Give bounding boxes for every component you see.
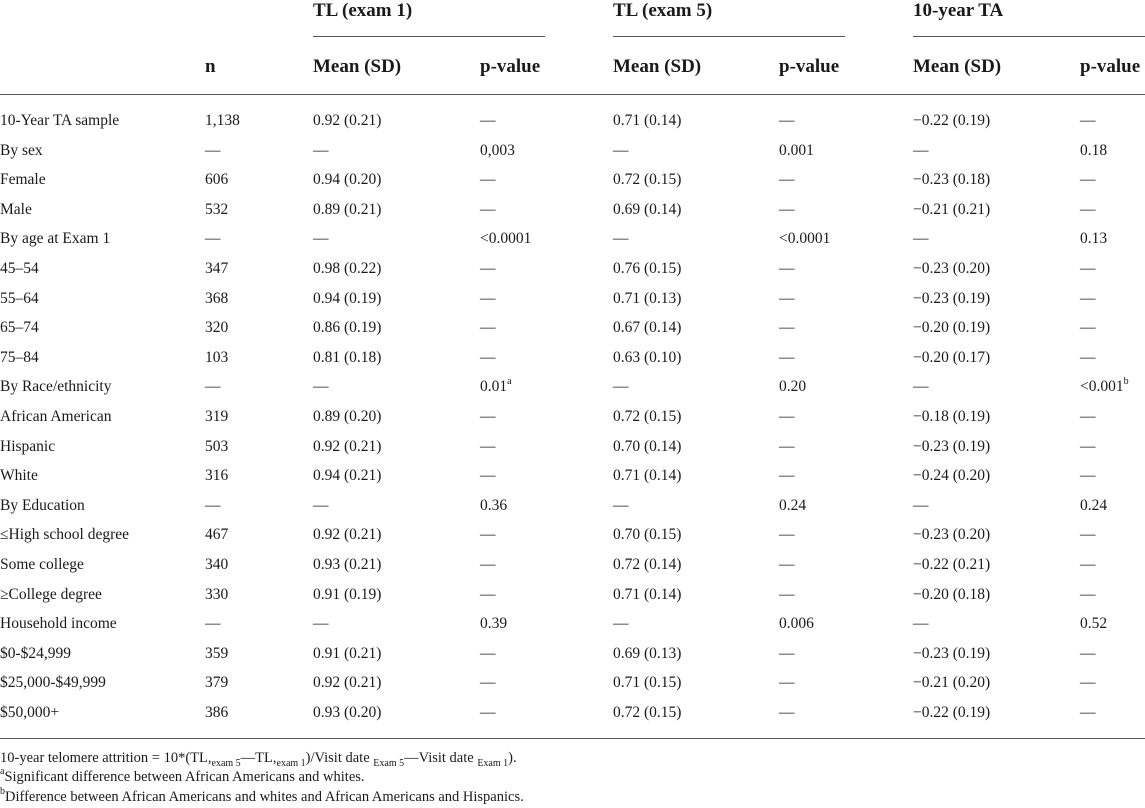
- ta-pvalue: —: [1080, 467, 1096, 485]
- exam5-pvalue: —: [779, 408, 795, 425]
- exam5-mean-sd: 0.69 (0.13): [613, 644, 682, 662]
- group3-underline: [913, 36, 1145, 37]
- header-n: n: [205, 56, 216, 77]
- row-label: By Race/ethnicity: [0, 378, 112, 396]
- n-value: 340: [205, 556, 229, 573]
- exam1-mean-sd: 0.94 (0.20): [313, 171, 382, 189]
- exam1-pvalue: —: [480, 112, 496, 129]
- exam1-pvalue: —: [480, 348, 496, 366]
- header-rule: [0, 94, 1145, 95]
- ta-pvalue: —: [1080, 112, 1096, 129]
- n-value: —: [205, 378, 221, 396]
- n-value: 606: [205, 171, 229, 189]
- n-value: 379: [205, 674, 229, 692]
- n-value: 467: [205, 526, 229, 544]
- exam5-mean-sd: —: [613, 378, 629, 396]
- ta-pvalue: 0.18: [1080, 141, 1108, 159]
- row-label: 65–74: [0, 319, 39, 337]
- row-label: White: [0, 467, 38, 485]
- exam5-mean-sd: 0.63 (0.10): [613, 348, 682, 366]
- exam5-pvalue: —: [779, 319, 795, 337]
- row-label: By Education: [0, 496, 85, 514]
- ta-mean-sd: −0.20 (0.18): [913, 585, 991, 603]
- exam1-mean-sd: 0.92 (0.21): [313, 526, 382, 544]
- ta-pvalue: —: [1080, 348, 1096, 366]
- ta-mean-sd: −0.23 (0.19): [913, 289, 991, 307]
- header-pvalue-5: p-value: [779, 56, 840, 77]
- exam5-pvalue: —: [779, 112, 795, 129]
- exam5-pvalue: —: [779, 556, 795, 573]
- header-mean-sd-1: Mean (SD): [313, 56, 402, 77]
- row-label: African American: [0, 408, 112, 425]
- n-value: 532: [205, 200, 229, 218]
- group1-underline: [313, 36, 545, 37]
- footnote-marker: a: [507, 376, 512, 388]
- header-pvalue-ta: p-value: [1080, 56, 1141, 77]
- row-label: 10-Year TA sample: [0, 112, 120, 129]
- ta-pvalue: —: [1080, 319, 1096, 337]
- n-value: 347: [205, 260, 229, 277]
- bottom-rule: [0, 738, 1145, 739]
- exam5-mean-sd: 0.70 (0.14): [613, 437, 682, 455]
- ta-pvalue: —: [1080, 171, 1096, 189]
- header-mean-sd-ta: Mean (SD): [913, 56, 1002, 77]
- ta-mean-sd: —: [913, 141, 929, 159]
- exam5-mean-sd: 0.71 (0.15): [613, 674, 682, 692]
- exam1-mean-sd: 0.86 (0.19): [313, 319, 382, 337]
- ta-mean-sd: —: [913, 496, 929, 514]
- ta-pvalue: 0.52: [1080, 615, 1108, 633]
- n-value: 1,138: [205, 112, 240, 129]
- ta-mean-sd: −0.23 (0.20): [913, 260, 991, 277]
- exam1-pvalue: —: [480, 319, 496, 337]
- exam1-pvalue: 0.36: [480, 496, 508, 514]
- ta-mean-sd: −0.22 (0.19): [913, 704, 991, 721]
- n-value: 316: [205, 467, 229, 485]
- n-value: 503: [205, 437, 229, 455]
- exam5-pvalue: —: [779, 467, 795, 485]
- header-mean-sd-5: Mean (SD): [613, 56, 702, 77]
- ta-mean-sd: −0.20 (0.17): [913, 348, 991, 366]
- row-label: By sex: [0, 141, 43, 159]
- exam1-mean-sd: —: [313, 230, 329, 248]
- header-tl-exam5: TL (exam 5): [613, 0, 713, 21]
- ta-pvalue: —: [1080, 704, 1096, 721]
- exam5-pvalue: 0.006: [779, 615, 814, 633]
- exam5-mean-sd: —: [613, 496, 629, 514]
- ta-mean-sd: −0.21 (0.21): [913, 200, 991, 218]
- footnote-b: $^b$Difference between African Americans and whites and African Americans and Hispanics.: [0, 786, 524, 805]
- exam1-mean-sd: 0.92 (0.21): [313, 112, 382, 129]
- row-label: 45–54: [0, 260, 39, 277]
- n-value: —: [205, 496, 221, 514]
- ta-mean-sd: −0.23 (0.19): [913, 437, 991, 455]
- ta-mean-sd: —: [913, 615, 929, 633]
- exam5-mean-sd: —: [613, 141, 629, 159]
- exam1-mean-sd: —: [313, 615, 329, 633]
- ta-pvalue: —: [1080, 289, 1096, 307]
- group2-underline: [613, 36, 845, 37]
- exam1-mean-sd: 0.98 (0.22): [313, 260, 382, 277]
- ta-mean-sd: −0.23 (0.20): [913, 526, 991, 544]
- row-label: ≥College degree: [0, 585, 102, 603]
- ta-pvalue: —: [1080, 200, 1096, 218]
- ta-pvalue: —: [1080, 585, 1096, 603]
- n-value: 319: [205, 408, 229, 425]
- row-label: Hispanic: [0, 437, 56, 455]
- exam5-mean-sd: 0.72 (0.15): [613, 171, 682, 189]
- row-label: Female: [0, 171, 46, 189]
- exam1-pvalue: —: [480, 704, 496, 721]
- exam5-pvalue: —: [779, 437, 795, 455]
- footnote-formula: 10-year telomere attrition = $10*(TL,_{exam 5}—TL,_{exam 1})$/Visit date $_{Exam 5}$—Visit date $_{Exam 1}$).: [0, 750, 517, 769]
- exam1-mean-sd: 0.94 (0.19): [313, 289, 382, 307]
- row-label: $0-$24,999: [0, 644, 72, 662]
- exam5-mean-sd: 0.72 (0.15): [613, 704, 682, 721]
- exam1-pvalue: 0.39: [480, 615, 508, 633]
- exam1-mean-sd: —: [313, 378, 329, 396]
- exam5-mean-sd: 0.72 (0.15): [613, 408, 682, 425]
- exam1-mean-sd: 0.89 (0.20): [313, 408, 382, 425]
- ta-pvalue: 0.24: [1080, 496, 1108, 514]
- ta-pvalue: —: [1080, 556, 1096, 573]
- n-value: 386: [205, 704, 229, 721]
- exam5-pvalue: —: [779, 171, 795, 189]
- ta-pvalue: —: [1080, 526, 1096, 544]
- row-label: $25,000-$49,999: [0, 674, 106, 692]
- row-label: Household income: [0, 615, 117, 633]
- row-label: 55–64: [0, 289, 39, 307]
- header-tl-exam1: TL (exam 1): [313, 0, 413, 21]
- n-value: 359: [205, 644, 229, 662]
- exam1-mean-sd: 0.92 (0.21): [313, 437, 382, 455]
- exam1-pvalue: 0,003: [480, 141, 515, 159]
- exam5-pvalue: <0.0001: [779, 230, 831, 248]
- exam5-mean-sd: 0.71 (0.14): [613, 467, 682, 485]
- ta-pvalue: —: [1080, 260, 1096, 277]
- exam1-pvalue: <0.0001: [480, 230, 532, 248]
- exam5-pvalue: —: [779, 674, 795, 692]
- exam1-pvalue: —: [480, 674, 496, 692]
- n-value: 330: [205, 585, 229, 603]
- exam5-pvalue: 0.20: [779, 378, 807, 396]
- ta-mean-sd: —: [913, 230, 929, 248]
- exam1-mean-sd: —: [313, 141, 329, 159]
- footnote-marker: b: [1123, 376, 1129, 388]
- exam5-mean-sd: 0.72 (0.14): [613, 556, 682, 573]
- ta-pvalue: —: [1080, 644, 1096, 662]
- exam5-pvalue: —: [779, 704, 795, 721]
- ta-mean-sd: −0.22 (0.21): [913, 556, 991, 573]
- exam5-mean-sd: —: [613, 230, 629, 248]
- exam5-mean-sd: 0.71 (0.13): [613, 289, 682, 307]
- n-value: 368: [205, 289, 229, 307]
- exam1-mean-sd: 0.91 (0.21): [313, 644, 382, 662]
- row-label: $50,000+: [0, 704, 60, 721]
- exam1-mean-sd: 0.91 (0.19): [313, 585, 382, 603]
- exam1-pvalue: —: [480, 526, 496, 544]
- exam5-pvalue: —: [779, 200, 795, 218]
- exam5-pvalue: —: [779, 526, 795, 544]
- ta-mean-sd: −0.22 (0.19): [913, 112, 991, 129]
- exam1-pvalue: —: [480, 556, 496, 573]
- header-pvalue-1: p-value: [480, 56, 541, 77]
- ta-mean-sd: −0.18 (0.19): [913, 408, 991, 425]
- exam1-pvalue: —: [480, 467, 496, 485]
- exam5-mean-sd: 0.71 (0.14): [613, 112, 682, 129]
- exam1-pvalue: —: [480, 200, 496, 218]
- ta-pvalue: —: [1080, 674, 1096, 692]
- row-label: ≤High school degree: [0, 526, 130, 544]
- exam1-mean-sd: 0.93 (0.20): [313, 704, 382, 721]
- ta-pvalue: 0.13: [1080, 230, 1108, 248]
- exam5-pvalue: 0.001: [779, 141, 814, 159]
- row-label: 75–84: [0, 348, 39, 366]
- exam5-mean-sd: —: [613, 615, 629, 633]
- ta-mean-sd: −0.21 (0.20): [913, 674, 991, 692]
- exam1-pvalue: —: [480, 437, 496, 455]
- exam1-pvalue: —: [480, 171, 496, 189]
- exam1-mean-sd: 0.93 (0.21): [313, 556, 382, 573]
- exam5-pvalue: 0.24: [779, 496, 807, 514]
- exam1-pvalue: —: [480, 260, 496, 277]
- exam1-mean-sd: 0.94 (0.21): [313, 467, 382, 485]
- exam1-pvalue: 0.01$^a$: [480, 376, 512, 396]
- ta-pvalue: <0.001$^b$: [1080, 376, 1129, 396]
- ta-pvalue: —: [1080, 408, 1096, 425]
- row-label: Male: [0, 200, 32, 218]
- ta-mean-sd: −0.23 (0.18): [913, 171, 991, 189]
- exam1-mean-sd: 0.81 (0.18): [313, 348, 382, 366]
- exam1-pvalue: —: [480, 644, 496, 662]
- exam5-mean-sd: 0.70 (0.15): [613, 526, 682, 544]
- exam5-mean-sd: 0.67 (0.14): [613, 319, 682, 337]
- ta-mean-sd: −0.23 (0.19): [913, 644, 991, 662]
- n-value: —: [205, 615, 221, 633]
- exam5-mean-sd: 0.69 (0.14): [613, 200, 682, 218]
- exam5-pvalue: —: [779, 644, 795, 662]
- exam1-pvalue: —: [480, 408, 496, 425]
- row-label: By age at Exam 1: [0, 230, 111, 248]
- exam5-pvalue: —: [779, 289, 795, 307]
- header-10yr-ta: 10-year TA: [913, 0, 1004, 21]
- exam5-pvalue: —: [779, 348, 795, 366]
- exam1-mean-sd: 0.92 (0.21): [313, 674, 382, 692]
- ta-mean-sd: —: [913, 378, 929, 396]
- n-value: —: [205, 141, 221, 159]
- exam5-mean-sd: 0.71 (0.14): [613, 585, 682, 603]
- footnote-a: $^a$Significant difference between African Americans and whites.: [0, 766, 365, 785]
- row-label: Some college: [0, 556, 84, 573]
- exam1-pvalue: —: [480, 289, 496, 307]
- ta-pvalue: —: [1080, 437, 1096, 455]
- exam5-mean-sd: 0.76 (0.15): [613, 260, 682, 277]
- ta-mean-sd: −0.20 (0.19): [913, 319, 991, 337]
- exam1-mean-sd: —: [313, 496, 329, 514]
- ta-mean-sd: −0.24 (0.20): [913, 467, 991, 485]
- exam5-pvalue: —: [779, 585, 795, 603]
- n-value: 103: [205, 348, 229, 366]
- exam5-pvalue: —: [779, 260, 795, 277]
- exam1-pvalue: —: [480, 585, 496, 603]
- n-value: —: [205, 230, 221, 248]
- n-value: 320: [205, 319, 229, 337]
- exam1-mean-sd: 0.89 (0.21): [313, 200, 382, 218]
